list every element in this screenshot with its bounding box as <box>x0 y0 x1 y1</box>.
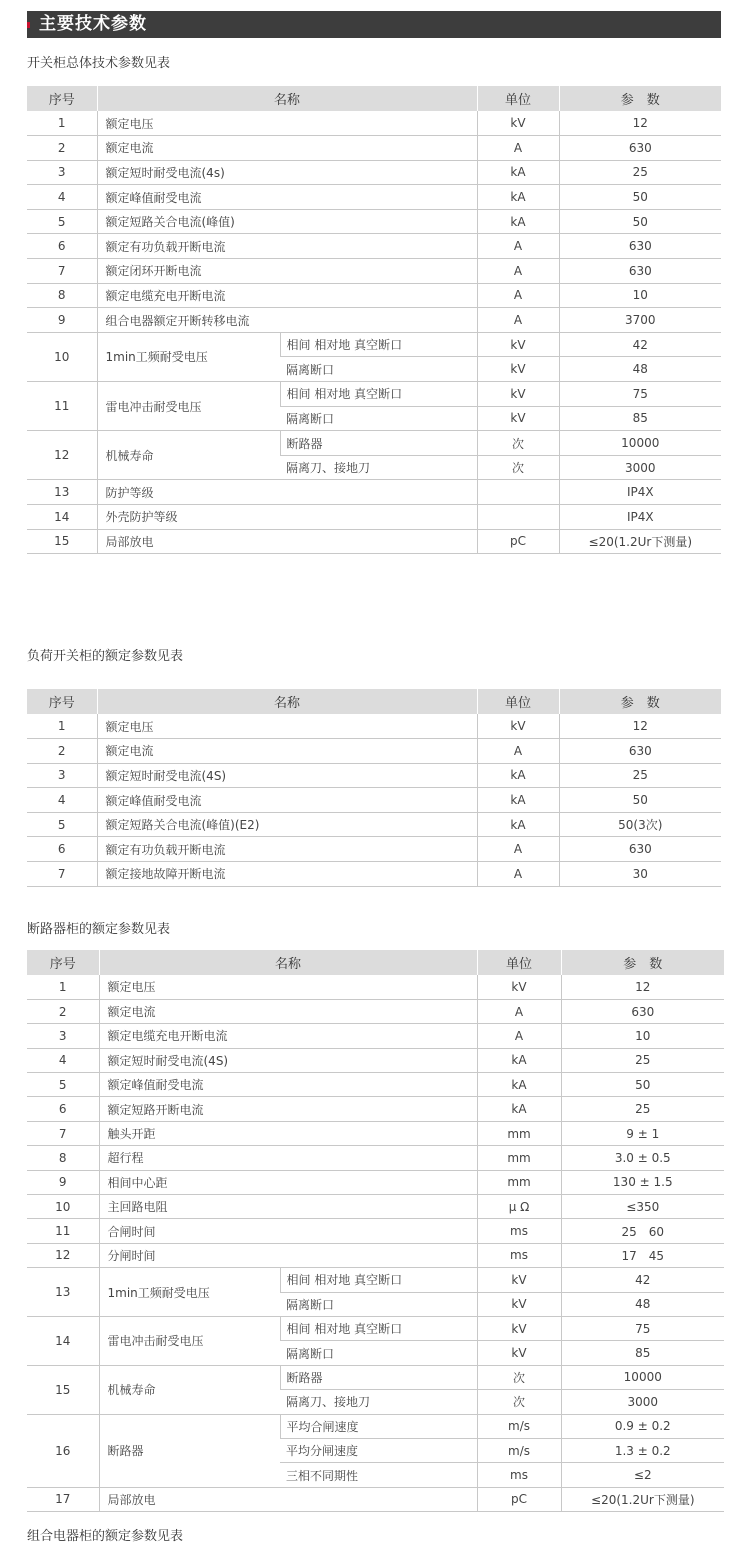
row-value: IP4X <box>559 480 721 505</box>
row-unit: A <box>477 739 559 764</box>
row-unit: kV <box>477 1341 561 1365</box>
table-row <box>27 812 721 837</box>
table-row <box>27 308 721 333</box>
row-value: 75 <box>561 1316 724 1340</box>
row-unit: kV <box>477 382 559 407</box>
row-sub-name: 隔离断口 <box>280 1341 477 1365</box>
row-number: 4 <box>27 788 97 813</box>
row-unit: kV <box>477 332 559 357</box>
row-number: 4 <box>27 185 97 210</box>
row-name: 额定电流 <box>97 136 477 161</box>
table-row <box>27 862 721 887</box>
table-row <box>27 431 721 456</box>
row-name: 外壳防护等级 <box>97 505 477 530</box>
table-row <box>27 1121 724 1145</box>
row-value: 25 <box>559 160 721 185</box>
col-header-unit: 单位 <box>477 86 559 111</box>
row-sub-name: 三相不同期性 <box>280 1463 477 1487</box>
row-sub-name: 相间 相对地 真空断口 <box>280 1268 477 1292</box>
table-row <box>27 1073 724 1097</box>
row-value: 50 <box>559 788 721 813</box>
row-unit: 次 <box>477 1390 561 1414</box>
row-unit: mm <box>477 1146 561 1170</box>
row-value: 630 <box>559 136 721 161</box>
row-name: 组合电器额定开断转移电流 <box>97 308 477 333</box>
row-name: 1min工频耐受电压 <box>97 332 280 381</box>
row-sub-name: 平均分闸速度 <box>280 1438 477 1462</box>
row-number: 3 <box>27 763 97 788</box>
row-name: 额定短路关合电流(峰值) <box>97 209 477 234</box>
row-number: 5 <box>27 1073 99 1097</box>
table-row <box>27 1219 724 1243</box>
row-name: 额定电压 <box>99 975 477 999</box>
row-name: 合闸时间 <box>99 1219 477 1243</box>
row-name: 额定峰值耐受电流 <box>97 788 477 813</box>
table-row <box>27 1268 724 1292</box>
row-unit: mm <box>477 1121 561 1145</box>
row-number: 6 <box>27 1097 99 1121</box>
row-unit: μ Ω <box>477 1195 561 1219</box>
table-row <box>27 763 721 788</box>
footer-caption: 组合电器柜的额定参数见表 <box>27 1529 184 1544</box>
row-name: 额定电流 <box>99 999 477 1023</box>
row-value: ≤2 <box>561 1463 724 1487</box>
row-value: 3000 <box>559 455 721 480</box>
row-name: 额定电缆充电开断电流 <box>97 283 477 308</box>
row-number: 15 <box>27 529 97 554</box>
row-number: 9 <box>27 1170 99 1194</box>
row-unit: A <box>477 999 561 1023</box>
table-row <box>27 1170 724 1194</box>
row-unit: kA <box>477 1097 561 1121</box>
table-row <box>27 1097 724 1121</box>
row-value: ≤20(1.2Ur下测量) <box>559 529 721 554</box>
table1-caption: 开关柜总体技术参数见表 <box>27 56 171 71</box>
table-row <box>27 505 721 530</box>
header-row <box>27 86 721 111</box>
table-row <box>27 1024 724 1048</box>
row-value: 30 <box>559 862 721 887</box>
row-name: 额定电流 <box>97 739 477 764</box>
row-name: 分闸时间 <box>99 1243 477 1267</box>
row-sub-name: 断路器 <box>280 1365 477 1389</box>
row-value: 50 <box>559 209 721 234</box>
row-unit: ms <box>477 1463 561 1487</box>
row-name: 相间中心距 <box>99 1170 477 1194</box>
row-number: 2 <box>27 999 99 1023</box>
row-unit <box>477 505 559 530</box>
table-row <box>27 1048 724 1072</box>
row-name: 机械寿命 <box>97 431 280 480</box>
row-sub-name: 平均合闸速度 <box>280 1414 477 1438</box>
row-unit: A <box>477 837 559 862</box>
row-value: 12 <box>561 975 724 999</box>
row-unit: kA <box>477 209 559 234</box>
row-unit: kV <box>477 975 561 999</box>
row-value: IP4X <box>559 505 721 530</box>
table-row <box>27 136 721 161</box>
row-value: 50 <box>559 185 721 210</box>
row-value: 48 <box>561 1292 724 1316</box>
row-number: 17 <box>27 1487 99 1511</box>
row-sub-name: 断路器 <box>280 431 477 456</box>
row-number: 6 <box>27 837 97 862</box>
row-value: 3.0 ± 0.5 <box>561 1146 724 1170</box>
row-name: 额定闭环开断电流 <box>97 259 477 284</box>
col-header-param: 参 数 <box>559 86 721 111</box>
row-unit: kV <box>477 357 559 382</box>
row-unit: ms <box>477 1219 561 1243</box>
table-row <box>27 1316 724 1340</box>
row-value: 630 <box>559 259 721 284</box>
row-number: 2 <box>27 739 97 764</box>
row-unit: A <box>477 136 559 161</box>
header-accent <box>27 22 30 28</box>
row-number: 1 <box>27 975 99 999</box>
table-row <box>27 714 721 739</box>
row-number: 5 <box>27 812 97 837</box>
row-name: 额定短时耐受电流(4S) <box>99 1048 477 1072</box>
row-value: 630 <box>559 837 721 862</box>
row-value: 25 <box>561 1097 724 1121</box>
row-unit: ms <box>477 1243 561 1267</box>
row-value: 12 <box>559 714 721 739</box>
row-number: 16 <box>27 1414 99 1487</box>
row-value: 12 <box>559 111 721 136</box>
row-value: 85 <box>559 406 721 431</box>
row-value: 10 <box>561 1024 724 1048</box>
row-number: 13 <box>27 1268 99 1317</box>
row-unit: 次 <box>477 1365 561 1389</box>
row-name: 额定有功负载开断电流 <box>97 837 477 862</box>
row-unit: kA <box>477 763 559 788</box>
table-row <box>27 283 721 308</box>
row-name: 断路器 <box>99 1414 280 1487</box>
row-number: 8 <box>27 1146 99 1170</box>
row-name: 额定电缆充电开断电流 <box>99 1024 477 1048</box>
row-unit: kV <box>477 714 559 739</box>
table-row <box>27 788 721 813</box>
row-name: 雷电冲击耐受电压 <box>99 1316 280 1365</box>
row-sub-name: 隔离刀、接地刀 <box>280 1390 477 1414</box>
row-value: 630 <box>559 234 721 259</box>
table-row <box>27 1365 724 1389</box>
row-unit: A <box>477 862 559 887</box>
row-unit: kA <box>477 160 559 185</box>
col-header-param: 参 数 <box>559 689 721 714</box>
load-switch-spec-table <box>27 689 721 887</box>
row-sub-name: 相间 相对地 真空断口 <box>280 382 477 407</box>
col-header-param: 参 数 <box>561 950 724 975</box>
table3-caption: 断路器柜的额定参数见表 <box>27 922 171 937</box>
row-name: 额定电压 <box>97 714 477 739</box>
row-unit: kA <box>477 812 559 837</box>
row-number: 8 <box>27 283 97 308</box>
table-row <box>27 1243 724 1267</box>
row-name: 额定短时耐受电流(4s) <box>97 160 477 185</box>
row-value: 50 <box>561 1073 724 1097</box>
row-number: 12 <box>27 431 97 480</box>
row-unit: kA <box>477 788 559 813</box>
row-value: 9 ± 1 <box>561 1121 724 1145</box>
table-row <box>27 234 721 259</box>
table-row <box>27 259 721 284</box>
row-unit: kV <box>477 1268 561 1292</box>
row-name: 机械寿命 <box>99 1365 280 1414</box>
row-unit: kV <box>477 1292 561 1316</box>
row-sub-name: 隔离断口 <box>280 357 477 382</box>
row-number: 12 <box>27 1243 99 1267</box>
row-number: 14 <box>27 505 97 530</box>
row-value: 17 45 <box>561 1243 724 1267</box>
row-unit: 次 <box>477 455 559 480</box>
row-value: 630 <box>561 999 724 1023</box>
row-name: 额定短时耐受电流(4S) <box>97 763 477 788</box>
row-value: 42 <box>561 1268 724 1292</box>
row-value: 25 <box>559 763 721 788</box>
header-row <box>27 950 724 975</box>
table-row <box>27 382 721 407</box>
row-number: 3 <box>27 160 97 185</box>
row-unit: kV <box>477 111 559 136</box>
table2-caption: 负荷开关柜的额定参数见表 <box>27 649 184 664</box>
header-row <box>27 689 721 714</box>
col-header-no: 序号 <box>27 689 97 714</box>
row-value: ≤350 <box>561 1195 724 1219</box>
row-unit <box>477 480 559 505</box>
row-value: 75 <box>559 382 721 407</box>
table-row <box>27 1487 724 1511</box>
section-header <box>27 11 721 38</box>
row-unit: pC <box>477 1487 561 1511</box>
row-number: 4 <box>27 1048 99 1072</box>
table-row <box>27 975 724 999</box>
row-sub-name: 隔离断口 <box>280 406 477 431</box>
row-name: 额定有功负载开断电流 <box>97 234 477 259</box>
row-number: 7 <box>27 862 97 887</box>
row-number: 13 <box>27 480 97 505</box>
row-name: 主回路电阻 <box>99 1195 477 1219</box>
row-value: 3000 <box>561 1390 724 1414</box>
row-value: 50(3次) <box>559 812 721 837</box>
row-unit: 次 <box>477 431 559 456</box>
section-title: 主要技术参数 <box>39 14 147 34</box>
row-value: 25 <box>561 1048 724 1072</box>
row-number: 7 <box>27 1121 99 1145</box>
row-sub-name: 隔离刀、接地刀 <box>280 455 477 480</box>
row-unit: mm <box>477 1170 561 1194</box>
row-number: 6 <box>27 234 97 259</box>
row-value: 130 ± 1.5 <box>561 1170 724 1194</box>
general-spec-table <box>27 86 721 554</box>
row-number: 14 <box>27 1316 99 1365</box>
row-unit: kV <box>477 406 559 431</box>
table-row <box>27 999 724 1023</box>
row-number: 11 <box>27 382 97 431</box>
row-name: 雷电冲击耐受电压 <box>97 382 280 431</box>
row-number: 5 <box>27 209 97 234</box>
table-row <box>27 160 721 185</box>
table-row <box>27 1146 724 1170</box>
row-unit: pC <box>477 529 559 554</box>
row-name: 额定峰值耐受电流 <box>99 1073 477 1097</box>
table-row <box>27 111 721 136</box>
table-row <box>27 332 721 357</box>
row-value: 10000 <box>561 1365 724 1389</box>
row-number: 11 <box>27 1219 99 1243</box>
row-value: 48 <box>559 357 721 382</box>
col-header-unit: 单位 <box>477 689 559 714</box>
row-unit: m/s <box>477 1414 561 1438</box>
col-header-no: 序号 <box>27 950 99 975</box>
col-header-name: 名称 <box>99 950 477 975</box>
row-value: 1.3 ± 0.2 <box>561 1438 724 1462</box>
row-value: 10000 <box>559 431 721 456</box>
col-header-name: 名称 <box>97 86 477 111</box>
row-unit: kA <box>477 1073 561 1097</box>
row-unit: kV <box>477 1316 561 1340</box>
row-name: 额定短路关合电流(峰值)(E2) <box>97 812 477 837</box>
row-name: 额定电压 <box>97 111 477 136</box>
row-number: 10 <box>27 332 97 381</box>
table-row <box>27 209 721 234</box>
row-value: 3700 <box>559 308 721 333</box>
row-number: 1 <box>27 111 97 136</box>
row-number: 10 <box>27 1195 99 1219</box>
row-unit: kA <box>477 185 559 210</box>
table-row <box>27 1414 724 1438</box>
row-unit: A <box>477 259 559 284</box>
row-number: 7 <box>27 259 97 284</box>
table-row <box>27 480 721 505</box>
col-header-name: 名称 <box>97 689 477 714</box>
row-sub-name: 隔离断口 <box>280 1292 477 1316</box>
row-number: 3 <box>27 1024 99 1048</box>
row-value: 25 60 <box>561 1219 724 1243</box>
col-header-no: 序号 <box>27 86 97 111</box>
table-row <box>27 185 721 210</box>
row-name: 额定短路开断电流 <box>99 1097 477 1121</box>
row-number: 1 <box>27 714 97 739</box>
row-name: 防护等级 <box>97 480 477 505</box>
row-name: 超行程 <box>99 1146 477 1170</box>
row-unit: A <box>477 1024 561 1048</box>
row-name: 1min工频耐受电压 <box>99 1268 280 1317</box>
row-name: 额定峰值耐受电流 <box>97 185 477 210</box>
row-unit: A <box>477 283 559 308</box>
breaker-spec-table <box>27 950 724 1512</box>
row-value: ≤20(1.2Ur下测量) <box>561 1487 724 1511</box>
row-name: 局部放电 <box>97 529 477 554</box>
row-sub-name: 相间 相对地 真空断口 <box>280 332 477 357</box>
row-value: 85 <box>561 1341 724 1365</box>
row-unit: A <box>477 308 559 333</box>
row-unit: kA <box>477 1048 561 1072</box>
col-header-unit: 单位 <box>477 950 561 975</box>
row-sub-name: 相间 相对地 真空断口 <box>280 1316 477 1340</box>
row-value: 10 <box>559 283 721 308</box>
row-number: 2 <box>27 136 97 161</box>
row-name: 额定接地故障开断电流 <box>97 862 477 887</box>
table-row <box>27 1195 724 1219</box>
row-number: 9 <box>27 308 97 333</box>
row-unit: A <box>477 234 559 259</box>
row-name: 触头开距 <box>99 1121 477 1145</box>
table-row <box>27 837 721 862</box>
row-value: 630 <box>559 739 721 764</box>
row-unit: m/s <box>477 1438 561 1462</box>
row-number: 15 <box>27 1365 99 1414</box>
row-value: 42 <box>559 332 721 357</box>
table-row <box>27 739 721 764</box>
table-row <box>27 529 721 554</box>
row-value: 0.9 ± 0.2 <box>561 1414 724 1438</box>
row-name: 局部放电 <box>99 1487 477 1511</box>
